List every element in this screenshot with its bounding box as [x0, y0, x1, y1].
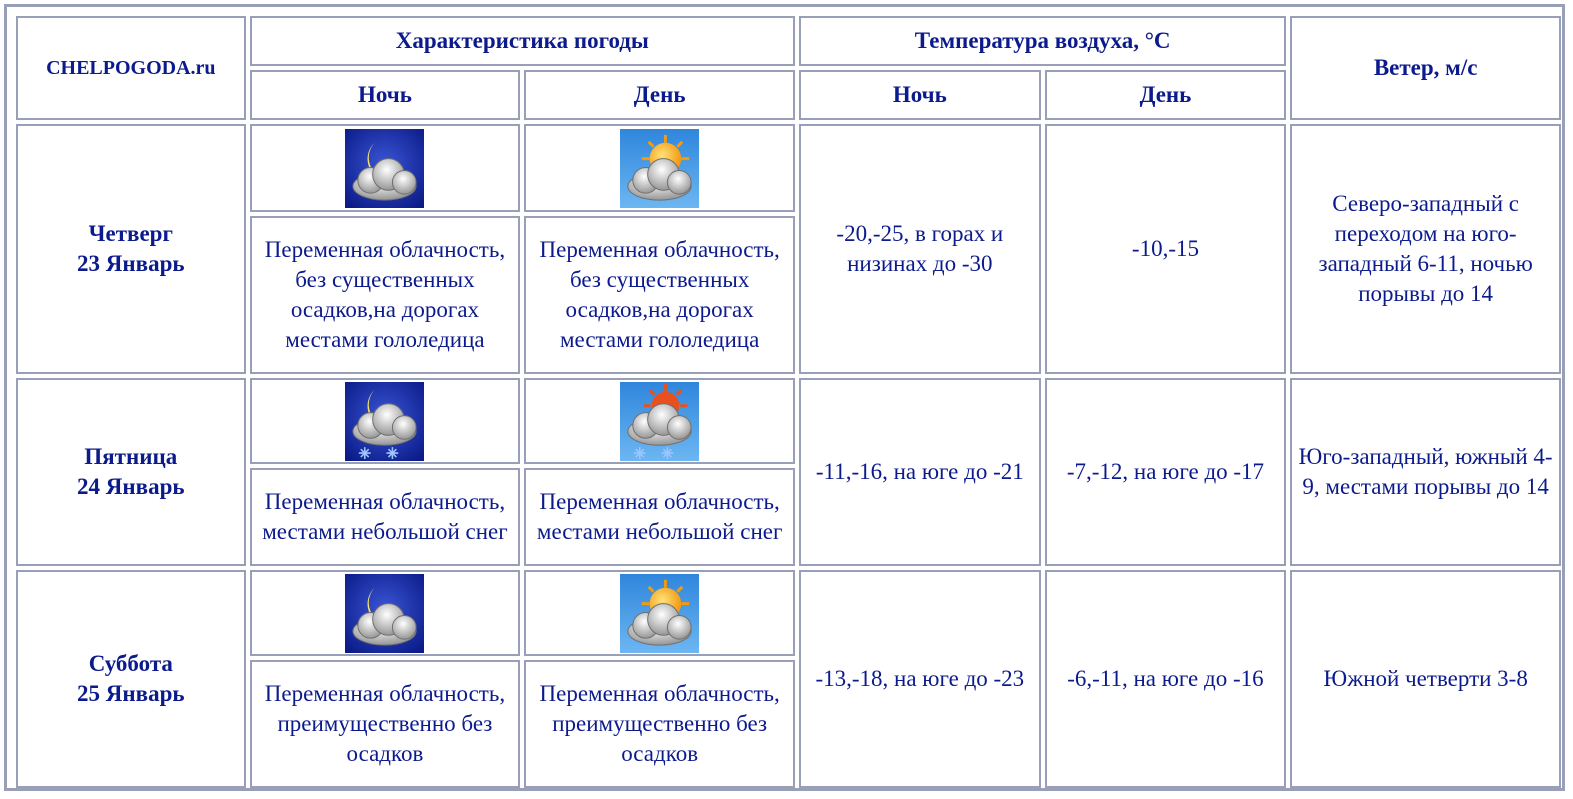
day-icon-cell	[524, 570, 795, 656]
day-weekday: Суббота	[88, 651, 173, 676]
wind-desc: Северо-западный с переходом на юго-западный 6-11, ночью порывы до 14	[1290, 124, 1561, 374]
day-desc: Переменная облачность, местами небольшой снег	[524, 468, 795, 566]
temp-day: -10,-15	[1045, 124, 1287, 374]
temp-night: -11,-16, на юге до -21	[799, 378, 1041, 566]
day-weekday: Пятница	[84, 444, 178, 469]
sun-cloud-snow-icon	[620, 382, 699, 461]
temp-day: -7,-12, на юге до -17	[1045, 378, 1287, 566]
forecast-table	[12, 12, 1565, 792]
header-weather: Характеристика погоды	[250, 16, 795, 66]
header-weather-day: День	[524, 70, 795, 120]
header-weather-night: Ночь	[250, 70, 521, 120]
day-date: 24 Январь	[77, 474, 185, 499]
night-desc: Переменная облачность, без существенных осадков,на дорогах местами гололедица	[250, 216, 521, 374]
night-icon-cell	[250, 570, 521, 656]
moon-cloud-icon	[345, 129, 424, 208]
day-weekday: Четверг	[88, 221, 173, 246]
day-date: 23 Январь	[77, 251, 185, 276]
header-temperature: Температура воздуха, °C	[799, 16, 1286, 66]
day-desc: Переменная облачность, без существенных осадков,на дорогах местами гололедица	[524, 216, 795, 374]
night-icon-cell	[250, 124, 521, 212]
sun-cloud-icon	[620, 574, 699, 653]
day-date: 25 Январь	[77, 681, 185, 706]
day-label	[16, 378, 246, 566]
day-label	[16, 124, 246, 374]
header-temp-night: Ночь	[799, 70, 1041, 120]
moon-cloud-snow-icon	[345, 382, 424, 461]
temp-day: -6,-11, на юге до -16	[1045, 570, 1287, 788]
header-wind: Ветер, м/с	[1290, 16, 1561, 120]
day-desc: Переменная облачность, преимущественно без осадков	[524, 660, 795, 788]
sun-cloud-icon	[620, 129, 699, 208]
temp-night: -20,-25, в горах и низинах до -30	[799, 124, 1041, 374]
day-icon-cell	[524, 124, 795, 212]
wind-desc: Южной четверти 3-8	[1290, 570, 1561, 788]
night-desc: Переменная облачность, преимущественно без осадков	[250, 660, 521, 788]
header-temp-day: День	[1045, 70, 1287, 120]
day-label	[16, 570, 246, 788]
night-desc: Переменная облачность, местами небольшой снег	[250, 468, 521, 566]
moon-cloud-icon	[345, 574, 424, 653]
temp-night: -13,-18, на юге до -23	[799, 570, 1041, 788]
wind-desc: Юго-западный, южный 4-9, местами порывы до 14	[1290, 378, 1561, 566]
day-icon-cell	[524, 378, 795, 464]
site-name: CHELPOGODA.ru	[16, 16, 246, 120]
forecast-frame	[4, 4, 1565, 791]
night-icon-cell	[250, 378, 521, 464]
